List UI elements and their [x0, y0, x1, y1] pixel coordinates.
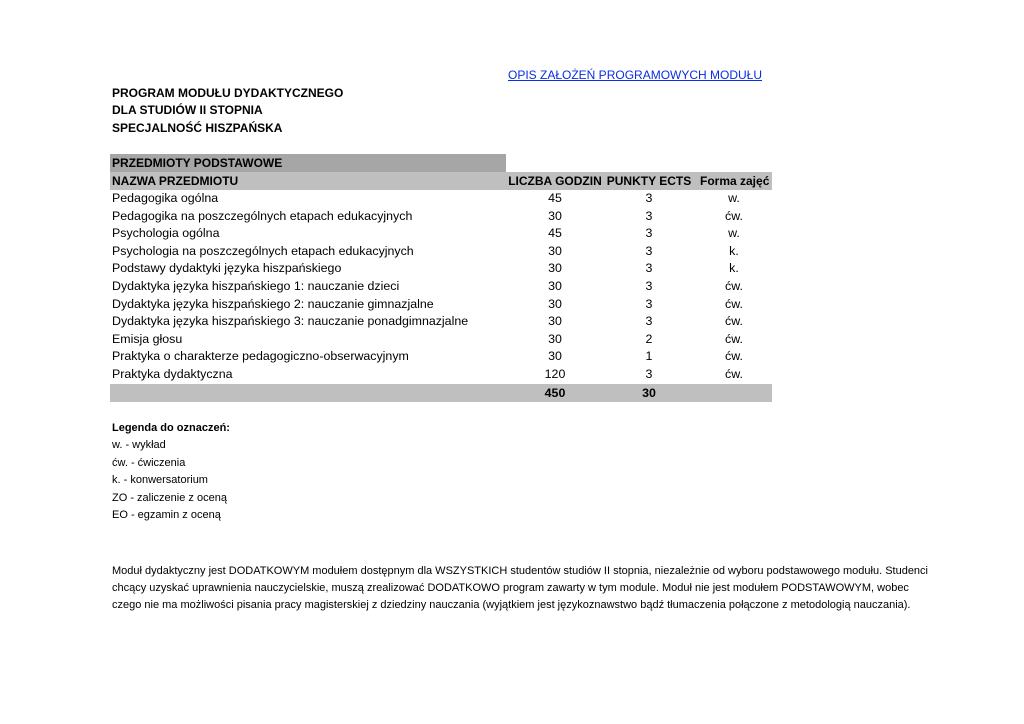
- heading-study-level: DLA STUDIÓW II STOPNIA: [112, 103, 263, 117]
- table-row: [110, 208, 772, 226]
- legend-item: ZO - zaliczenie z oceną: [112, 491, 227, 504]
- course-name-cell: Dydaktyka języka hiszpańskiego 3: nauczanie ponadgimnazjalne: [112, 314, 469, 329]
- heading-specialization: SPECJALNOŚĆ HISZPAŃSKA: [112, 121, 283, 135]
- course-hours-cell: 30: [548, 349, 562, 364]
- table-row: [110, 348, 772, 366]
- module-note: Moduł dydaktyczny jest DODATKOWYM modułem dostępnym dla WSZYSTKICH studentów studiów II stopnia, niezależnie od wyboru podstawowego modułu. Studenci chcący uzyskać uprawnienia nauczycielskie, muszą zrealizować DODATKOWO program zawarty w tym module. Moduł nie jest modułem PODSTAWOWYM, wobec czego nie ma możliwości pisania pracy magisterskiej z dziedziny nauczania (wyjątkiem jest językoznawstwo bądź tłumaczenia połączone z metodologią nauczania).: [112, 565, 928, 611]
- course-hours-cell: 30: [548, 261, 562, 276]
- table-row: [110, 225, 772, 243]
- course-form-cell: ćw.: [725, 208, 743, 223]
- table-header-row: [110, 172, 772, 190]
- course-hours-cell: 120: [544, 366, 566, 381]
- column-header-hours: LICZBA GODZIN: [508, 174, 602, 188]
- course-hours-cell: 45: [548, 226, 562, 241]
- table-row: [110, 366, 772, 384]
- course-ects-cell: 3: [645, 261, 653, 276]
- legend-item: ćw. - ćwiczenia: [112, 456, 186, 469]
- course-hours-cell: 30: [548, 278, 562, 293]
- table-row: [110, 313, 772, 331]
- course-form-cell: ćw.: [725, 349, 743, 364]
- legend-item: EO - egzamin z oceną: [112, 509, 221, 522]
- legend-item: w. - wykład: [112, 439, 166, 452]
- course-ects-cell: 3: [645, 278, 653, 293]
- legend: [112, 420, 230, 524]
- course-form-cell: k.: [729, 243, 739, 258]
- courses-table: [110, 154, 772, 402]
- course-form-cell: w.: [728, 191, 740, 205]
- table-total-row: [110, 384, 772, 402]
- column-header-ects: PUNKTY ECTS: [606, 174, 692, 188]
- course-hours-cell: 30: [548, 331, 562, 346]
- total-ects-cell: 30: [642, 385, 656, 400]
- total-label-cell: [110, 384, 508, 402]
- course-ects-cell: 3: [645, 366, 653, 381]
- table-section-title: PRZEDMIOTY PODSTAWOWE: [110, 154, 506, 172]
- table-row: [110, 243, 772, 261]
- course-form-cell: ćw.: [725, 314, 743, 329]
- table-row: [110, 190, 772, 208]
- heading-module-program: PROGRAM MODUŁU DYDAKTYCZNEGO: [112, 86, 344, 100]
- course-ects-cell: 3: [645, 191, 653, 205]
- course-form-cell: w.: [728, 226, 740, 241]
- column-header-name: NAZWA PRZEDMIOTU: [112, 174, 239, 188]
- course-name-cell: Pedagogika ogólna: [112, 191, 219, 205]
- course-name-cell: Pedagogika na poszczególnych etapach edukacyjnych: [112, 208, 413, 223]
- legend-item: k. - konwersatorium: [112, 474, 208, 487]
- course-name-cell: Psychologia ogólna: [112, 226, 220, 241]
- course-name-cell: Dydaktyka języka hiszpańskiego 2: nauczanie gimnazjalne: [112, 296, 434, 311]
- course-form-cell: ćw.: [725, 331, 743, 346]
- table-row: [110, 260, 772, 278]
- course-ects-cell: 3: [645, 226, 653, 241]
- table-row: [110, 331, 772, 349]
- column-header-form: Forma zajęć: [700, 174, 770, 188]
- course-ects-cell: 2: [645, 331, 653, 346]
- course-hours-cell: 30: [548, 314, 562, 329]
- legend-title: Legenda do oznaczeń:: [112, 422, 230, 434]
- program-description-link[interactable]: OPIS ZAŁOŻEŃ PROGRAMOWYCH MODUŁU: [508, 68, 763, 82]
- course-name-cell: Praktyka dydaktyczna: [112, 366, 233, 381]
- course-hours-cell: 30: [548, 243, 562, 258]
- table-row: [110, 278, 772, 296]
- total-form-cell: [696, 384, 772, 402]
- course-ects-cell: 3: [645, 314, 653, 329]
- table-row: [110, 296, 772, 314]
- course-name-cell: Emisja głosu: [112, 331, 183, 346]
- course-name-cell: Dydaktyka języka hiszpańskiego 1: nauczanie dzieci: [112, 278, 400, 293]
- course-ects-cell: 3: [645, 296, 653, 311]
- course-ects-cell: 3: [645, 208, 653, 223]
- course-hours-cell: 30: [548, 296, 562, 311]
- course-ects-cell: 3: [645, 243, 653, 258]
- course-ects-cell: 1: [645, 349, 653, 364]
- total-hours-cell: 450: [544, 385, 566, 400]
- course-hours-cell: 45: [548, 191, 562, 205]
- table-body: [110, 190, 772, 384]
- course-name-cell: Psychologia na poszczególnych etapach edukacyjnych: [112, 243, 414, 258]
- course-form-cell: ćw.: [725, 296, 743, 311]
- course-name-cell: Praktyka o charakterze pedagogiczno-obserwacyjnym: [112, 349, 409, 364]
- course-hours-cell: 30: [548, 208, 562, 223]
- course-form-cell: k.: [729, 261, 739, 276]
- course-form-cell: ćw.: [725, 278, 743, 293]
- course-name-cell: Podstawy dydaktyki języka hiszpańskiego: [112, 261, 342, 276]
- course-form-cell: ćw.: [725, 366, 743, 381]
